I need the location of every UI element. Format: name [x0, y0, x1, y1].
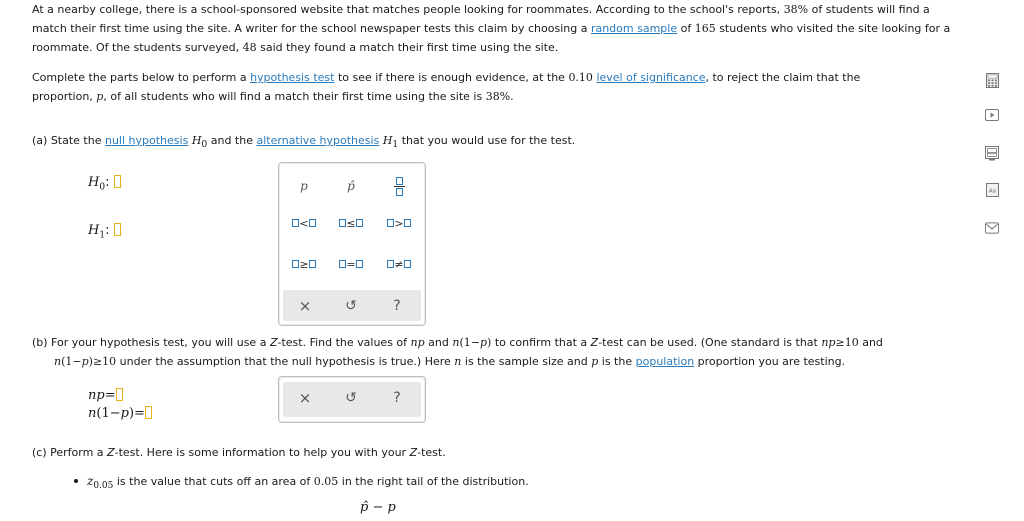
help-icon: ? — [393, 390, 401, 406]
part-b-text: to confirm that a — [491, 336, 591, 349]
left-box — [292, 219, 299, 227]
part-b-text: and — [858, 336, 883, 349]
h1-symbol: H — [382, 134, 393, 147]
h0-label: H — [88, 175, 100, 190]
claim-percent: 38% — [783, 3, 809, 16]
undo-icon: ↺ — [345, 390, 357, 406]
significance-level: 0.10 — [568, 71, 593, 84]
claim-percent: 38% — [485, 90, 511, 103]
p-symbol: p — [81, 355, 89, 368]
h1-answer-row — [88, 223, 121, 241]
text-icon-label: Aa — [988, 188, 996, 195]
part-b-text: is the — [598, 355, 636, 368]
part-a-text: that you would use for the test. — [398, 134, 576, 147]
intro-text: At a nearby college, there is a school-sponsored website that matches people looking for roommates. According to the school's reports, — [32, 3, 784, 16]
sample-size: 165 — [694, 22, 716, 35]
threshold: )≥10 — [88, 355, 117, 368]
hypothesis-test-link[interactable]: hypothesis test — [250, 71, 335, 84]
p-label: p — [120, 406, 129, 421]
task-text: to see if there is enough evidence, at the — [334, 71, 569, 84]
data-table-icon-svg — [985, 146, 999, 161]
denominator-box — [396, 188, 403, 196]
right-box — [309, 260, 316, 268]
n1mp-answer-row — [88, 406, 152, 421]
data-table-icon[interactable] — [985, 146, 999, 160]
task-text: , of all students who will find a match their first time using the site is — [103, 90, 486, 103]
equal-label: = — [346, 257, 356, 271]
greater-than-label: > — [394, 216, 404, 230]
intro-paragraph — [32, 0, 952, 57]
mail-icon-svg — [985, 222, 999, 234]
h1-label: H — [88, 223, 100, 238]
less-equal-button[interactable] — [331, 210, 371, 236]
part-b-question — [32, 333, 962, 371]
h1-colon: : — [105, 223, 110, 238]
part-b-text: is the sample size and — [461, 355, 592, 368]
expression-part: (1− — [61, 355, 82, 368]
less-than-label: < — [299, 216, 309, 230]
part-b-text: proportion you are testing. — [694, 355, 846, 368]
p-hat-symbol-button[interactable] — [331, 173, 371, 199]
help-button[interactable] — [377, 293, 417, 319]
fraction-bar — [394, 186, 405, 187]
intro-text: said they found a match their first time using the site. — [256, 41, 559, 54]
text-icon[interactable] — [985, 183, 999, 197]
math-palette-b — [278, 376, 426, 423]
p-symbol: p — [96, 90, 104, 103]
alternative-hypothesis-link[interactable]: alternative hypothesis — [256, 134, 380, 147]
not-equal-button[interactable] — [379, 251, 419, 277]
intro-text: students who visited the site looking for a roommate. Of the students surveyed, — [32, 22, 951, 54]
part-c-question — [32, 446, 446, 459]
equals-sign: )= — [128, 406, 145, 421]
mail-icon[interactable] — [985, 221, 999, 235]
part-c-bullet — [74, 474, 529, 491]
clear-icon: × — [298, 389, 312, 407]
right-box — [356, 260, 363, 268]
n-symbol: n — [452, 336, 460, 349]
null-hypothesis-link[interactable]: null hypothesis — [104, 134, 189, 147]
calculator-icon-svg — [986, 73, 999, 88]
expression-part: (1− — [459, 336, 480, 349]
n-label: n — [88, 406, 97, 421]
greater-equal-label: ≥ — [299, 257, 309, 271]
numerator-box — [396, 177, 403, 185]
p-symbol: p — [591, 355, 599, 368]
task-paragraph — [32, 68, 912, 106]
expression-part: ) — [487, 336, 492, 349]
clear-button[interactable] — [285, 293, 325, 319]
part-c-text: -test. Here is some information to help you with your — [114, 446, 410, 459]
right-box — [404, 219, 411, 227]
part-c-text: -test. — [417, 446, 446, 459]
greater-than-button[interactable] — [379, 210, 419, 236]
intro-text: of students will find a match their first time using the site. A writer for the school newspaper tests this claim by choosing a — [32, 3, 930, 35]
text-icon-svg — [986, 183, 999, 197]
right-box — [404, 260, 411, 268]
threshold: ≥10 — [835, 336, 859, 349]
less-than-button[interactable] — [284, 210, 324, 236]
left-box — [387, 260, 394, 268]
z-letter: Z — [269, 336, 278, 349]
left-box — [292, 260, 299, 268]
h0-subscript: 0 — [201, 139, 208, 151]
success-count: 48 — [242, 41, 257, 54]
task-text: , to reject the claim that the proportion, — [32, 71, 861, 103]
n-symbol: n — [54, 355, 62, 368]
h1-label-subscript: 1 — [99, 230, 106, 241]
bullet-dot — [74, 479, 78, 483]
h1-subscript: 1 — [392, 139, 399, 151]
h0-label-subscript: 0 — [99, 182, 106, 193]
level-of-significance-link[interactable]: level of significance — [596, 71, 706, 84]
less-equal-label: ≤ — [346, 216, 356, 230]
not-equal-label: ≠ — [394, 257, 404, 271]
clear-button[interactable] — [285, 385, 325, 411]
math-palette-a — [278, 162, 426, 326]
np-symbol: np — [821, 336, 836, 349]
np-symbol: np — [410, 336, 425, 349]
part-a-text: and the — [207, 134, 257, 147]
task-text: Complete the parts below to perform a — [32, 71, 251, 84]
part-b-text: under the assumption that the null hypothesis is true.) Here — [116, 355, 455, 368]
equal-button[interactable] — [331, 251, 371, 277]
task-text: . — [510, 90, 514, 103]
intro-text: of — [677, 22, 695, 35]
expression-part: (1− — [96, 406, 121, 421]
greater-equal-button[interactable] — [284, 251, 324, 277]
h0-answer-row — [88, 175, 121, 193]
h0-symbol: H — [191, 134, 202, 147]
p-button-label: p — [300, 179, 308, 193]
clear-icon: × — [298, 297, 312, 315]
palette-b-footer — [283, 382, 421, 417]
left-box — [387, 219, 394, 227]
right-box — [356, 219, 363, 227]
undo-button[interactable] — [331, 293, 371, 319]
calculator-icon[interactable] — [985, 73, 999, 87]
help-button[interactable] — [377, 385, 417, 411]
test-statistic-formula-top: p̂ − p — [360, 500, 396, 515]
part-b-text: -test. Find the values of — [277, 336, 411, 349]
n1mp-input[interactable] — [145, 406, 152, 419]
part-b-text: (b) For your hypothesis test, you will use a — [32, 336, 270, 349]
p-hat-button-label: p̂ — [347, 179, 355, 193]
np-answer-row — [88, 388, 123, 403]
z-subscript: 0.05 — [93, 481, 114, 492]
part-c-text: (c) Perform a — [32, 446, 108, 459]
part-c-text: in the right tail of the distribution. — [338, 475, 529, 488]
part-b-text: and — [424, 336, 453, 349]
random-sample-link[interactable]: random sample — [590, 22, 678, 35]
help-icon: ? — [393, 298, 401, 314]
z-letter: Z — [590, 336, 599, 349]
p-symbol-button[interactable] — [284, 173, 324, 199]
z-letter: Z — [107, 446, 115, 459]
n-symbol: n — [454, 355, 462, 368]
z-letter: Z — [409, 446, 418, 459]
tail-area: 0.05 — [313, 475, 339, 488]
np-input[interactable] — [116, 388, 123, 401]
left-box — [339, 219, 346, 227]
h0-input[interactable] — [114, 175, 121, 188]
p-symbol: p — [479, 336, 488, 349]
undo-icon: ↺ — [345, 298, 357, 314]
part-a-text: (a) State the — [32, 134, 105, 147]
left-box — [339, 260, 346, 268]
part-b-text: -test can be used. (One standard is that — [598, 336, 822, 349]
play-icon[interactable] — [985, 108, 999, 122]
part-c-text: is the value that cuts off an area of — [113, 475, 314, 488]
equals-sign: = — [104, 388, 116, 403]
fraction-button[interactable] — [379, 173, 419, 199]
undo-button[interactable] — [331, 385, 371, 411]
np-label: np — [88, 388, 105, 403]
population-link[interactable]: population — [635, 355, 695, 368]
fraction-icon — [394, 177, 405, 196]
palette-a-footer — [283, 290, 421, 321]
part-a-question — [32, 134, 575, 150]
z-symbol: z — [87, 474, 94, 488]
right-box — [309, 219, 316, 227]
h1-input[interactable] — [114, 223, 121, 236]
h0-colon: : — [105, 175, 110, 190]
play-icon-svg — [985, 109, 999, 121]
